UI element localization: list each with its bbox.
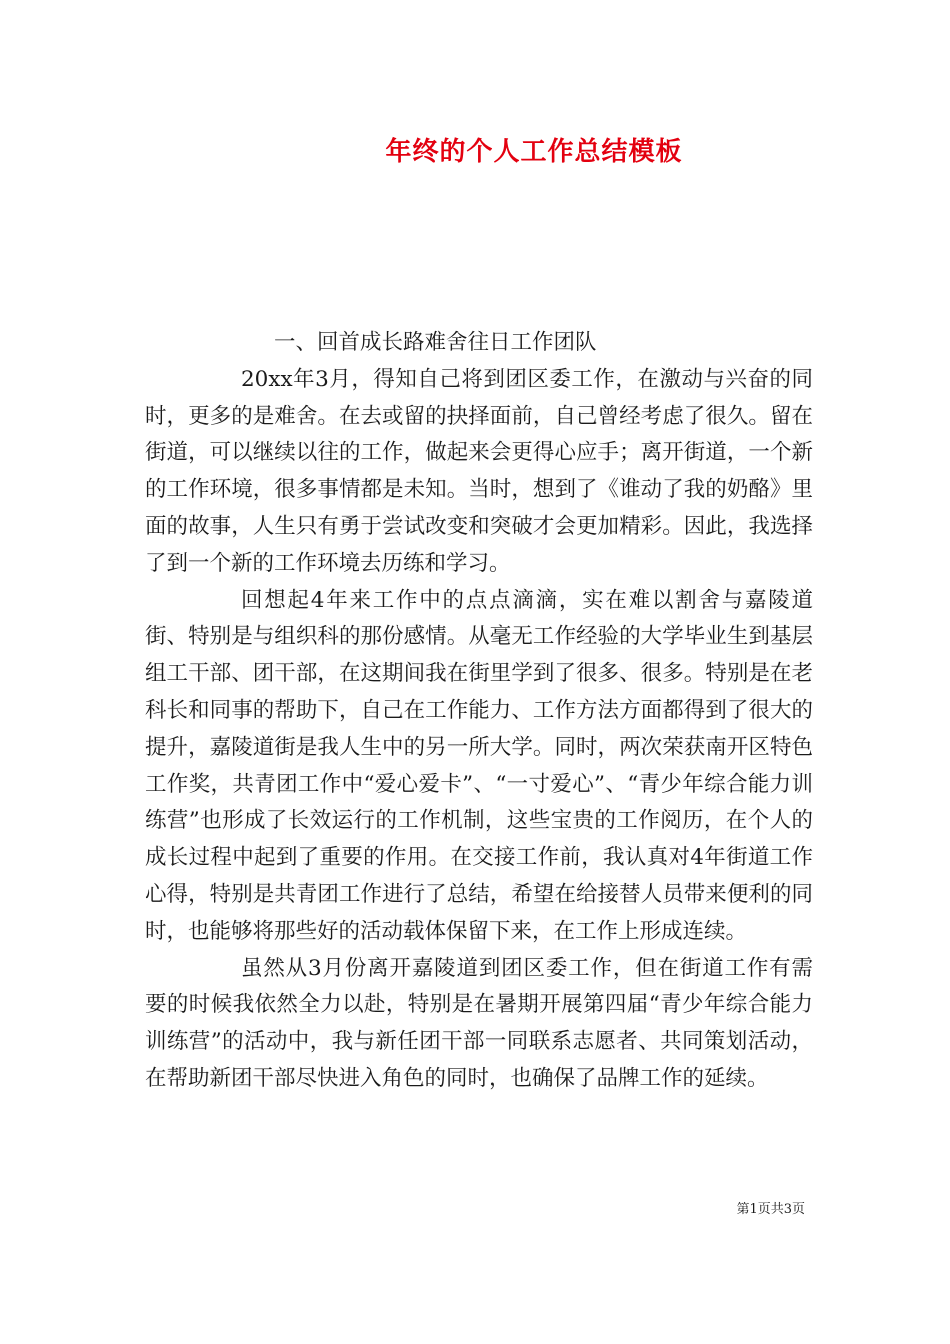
paragraph-3: 虽然从3月份离开嘉陵道到团区委工作，但在街道工作有需要的时候我依然全力以赴，特别是在暑期开展第四届“青少年综合能力训练营”的活动中，我与新任团干部一同联系志愿者、共同策划活动，在帮助新团干部尽快进入角色的同时，也确保了品牌工作的延续。 xyxy=(145,955,813,1091)
page-number: 第1页共3页 xyxy=(736,1202,805,1217)
document-title: 年终的个人工作总结模板 xyxy=(385,137,683,167)
document-body xyxy=(145,325,813,1098)
paragraph-1: 20xx年3月，得知自己将到团区委工作，在激动与兴奋的同时，更多的是难舍。在去或留的抉择面前，自己曾经考虑了很久。留在街道，可以继续以往的工作，做起来会更得心应手；离开街道，一个新的工作环境，很多事情都是未知。当时，想到了《谁动了我的奶酪》里面的故事，人生只有勇于尝试改变和突破才会更加精彩。因此，我选择了到一个新的工作环境去历练和学习。 xyxy=(145,366,813,576)
section-heading: 一、回首成长路难舍往日工作团队 xyxy=(274,330,597,355)
paragraph-2: 回想起4年来工作中的点点滴滴，实在难以割舍与嘉陵道街、特别是与组织科的那份感情。从毫无工作经验的大学毕业生到基层组工干部、团干部，在这期间我在街里学到了很多、很多。特别是在老科长和同事的帮助下，自己在工作能力、工作方法方面都得到了很大的提升，嘉陵道街是我人生中的另一所大学。同时，两次荣获南开区特色工作奖，共青团工作中“爱心爱卡”、“一寸爱心”、“青少年综合能力训练营”也形成了长效运行的工作机制，这些宝贵的工作阅历，在个人的成长过程中起到了重要的作用。在交接工作前，我认真对4年街道工作心得，特别是共青团工作进行了总结，希望在给接替人员带来便利的同时，也能够将那些好的活动载体保留下来，在工作上形成连续。 xyxy=(145,587,813,944)
